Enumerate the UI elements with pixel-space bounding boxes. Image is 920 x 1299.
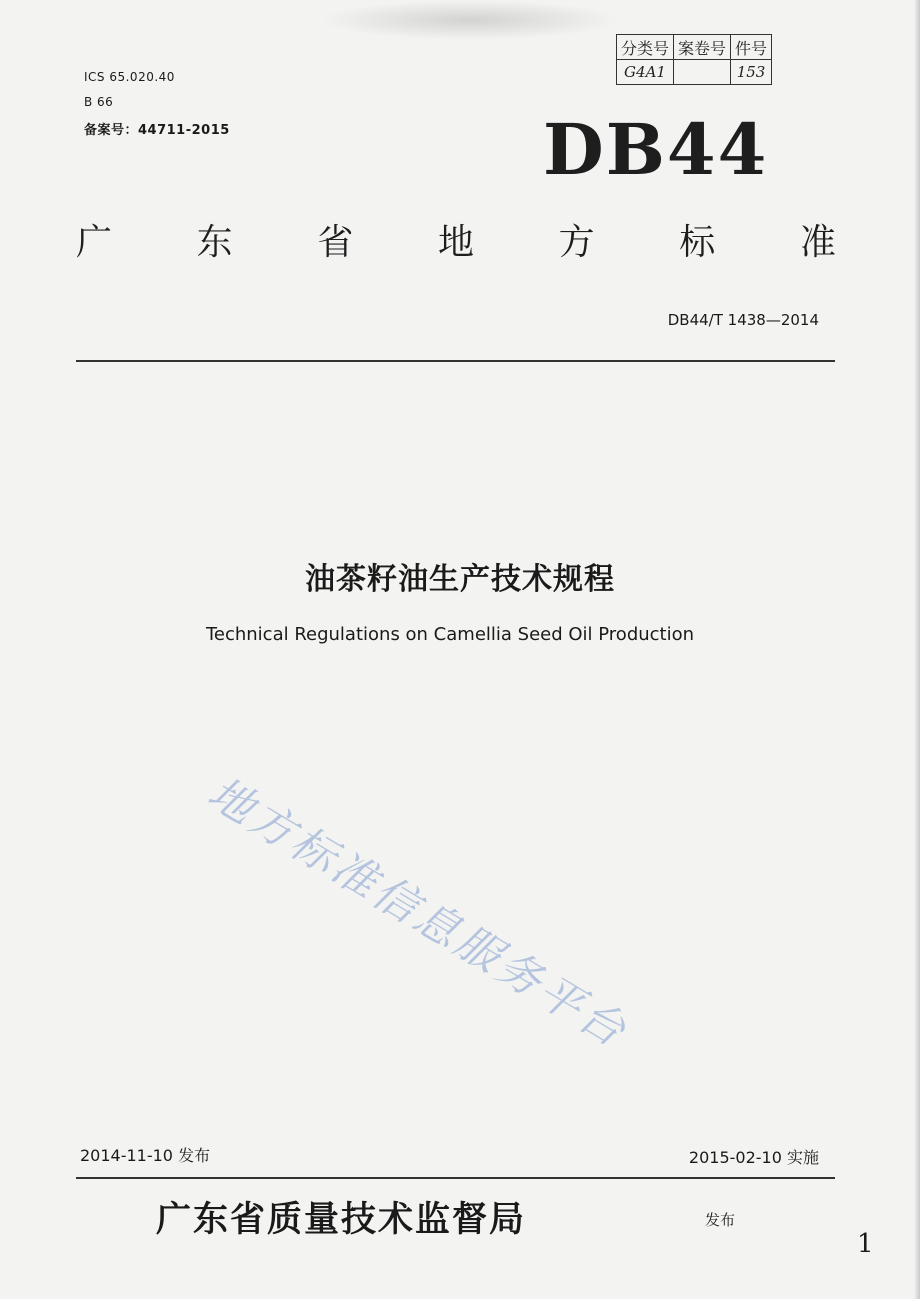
archive-value-category: G4A1 xyxy=(617,60,674,85)
archive-value-file xyxy=(674,60,731,85)
issue-date: 2014-11-10 发布 xyxy=(80,1146,211,1165)
archive-header-file: 案卷号 xyxy=(674,35,731,60)
footer-divider xyxy=(76,1177,835,1179)
standard-type-char: 标 xyxy=(679,222,716,263)
scan-edge xyxy=(914,0,920,1299)
standard-type-char: 东 xyxy=(196,222,233,263)
watermark-text: 地方标准信息服务平台 xyxy=(199,767,637,1059)
archive-table-value-row xyxy=(617,60,772,85)
archive-table xyxy=(616,34,772,85)
implementation-date: 2015-02-10 实施 xyxy=(688,1148,819,1167)
archive-table-header-row xyxy=(617,35,772,60)
issue-label: 发布 xyxy=(705,1211,736,1229)
issuing-authority: 广东省质量技术监督局 xyxy=(156,1199,527,1240)
standard-type-heading xyxy=(76,214,836,265)
standard-type-char: 广 xyxy=(76,222,113,263)
archive-header-category: 分类号 xyxy=(617,35,674,60)
standard-type-char: 方 xyxy=(558,222,595,263)
standard-code-logo: DB44 xyxy=(543,108,769,191)
archive-header-item: 件号 xyxy=(731,35,772,60)
ics-code: ICS 65.020.40 xyxy=(84,70,175,84)
scan-shadow xyxy=(320,0,620,40)
title-english: Technical Regulations on Camellia Seed Oil Production xyxy=(205,624,695,645)
title-chinese: 油茶籽油生产技术规程 xyxy=(305,562,615,597)
header-divider xyxy=(76,360,835,362)
standard-number: DB44/T 1438—2014 xyxy=(667,311,819,329)
ccs-code: B 66 xyxy=(84,95,114,109)
record-number: 备案号：44711-2015 xyxy=(84,123,230,138)
standard-type-char: 准 xyxy=(799,222,836,263)
standard-type-char: 地 xyxy=(437,222,474,263)
page-number: 1 xyxy=(857,1229,874,1259)
archive-value-item: 153 xyxy=(731,60,772,85)
standard-type-char: 省 xyxy=(317,222,354,263)
